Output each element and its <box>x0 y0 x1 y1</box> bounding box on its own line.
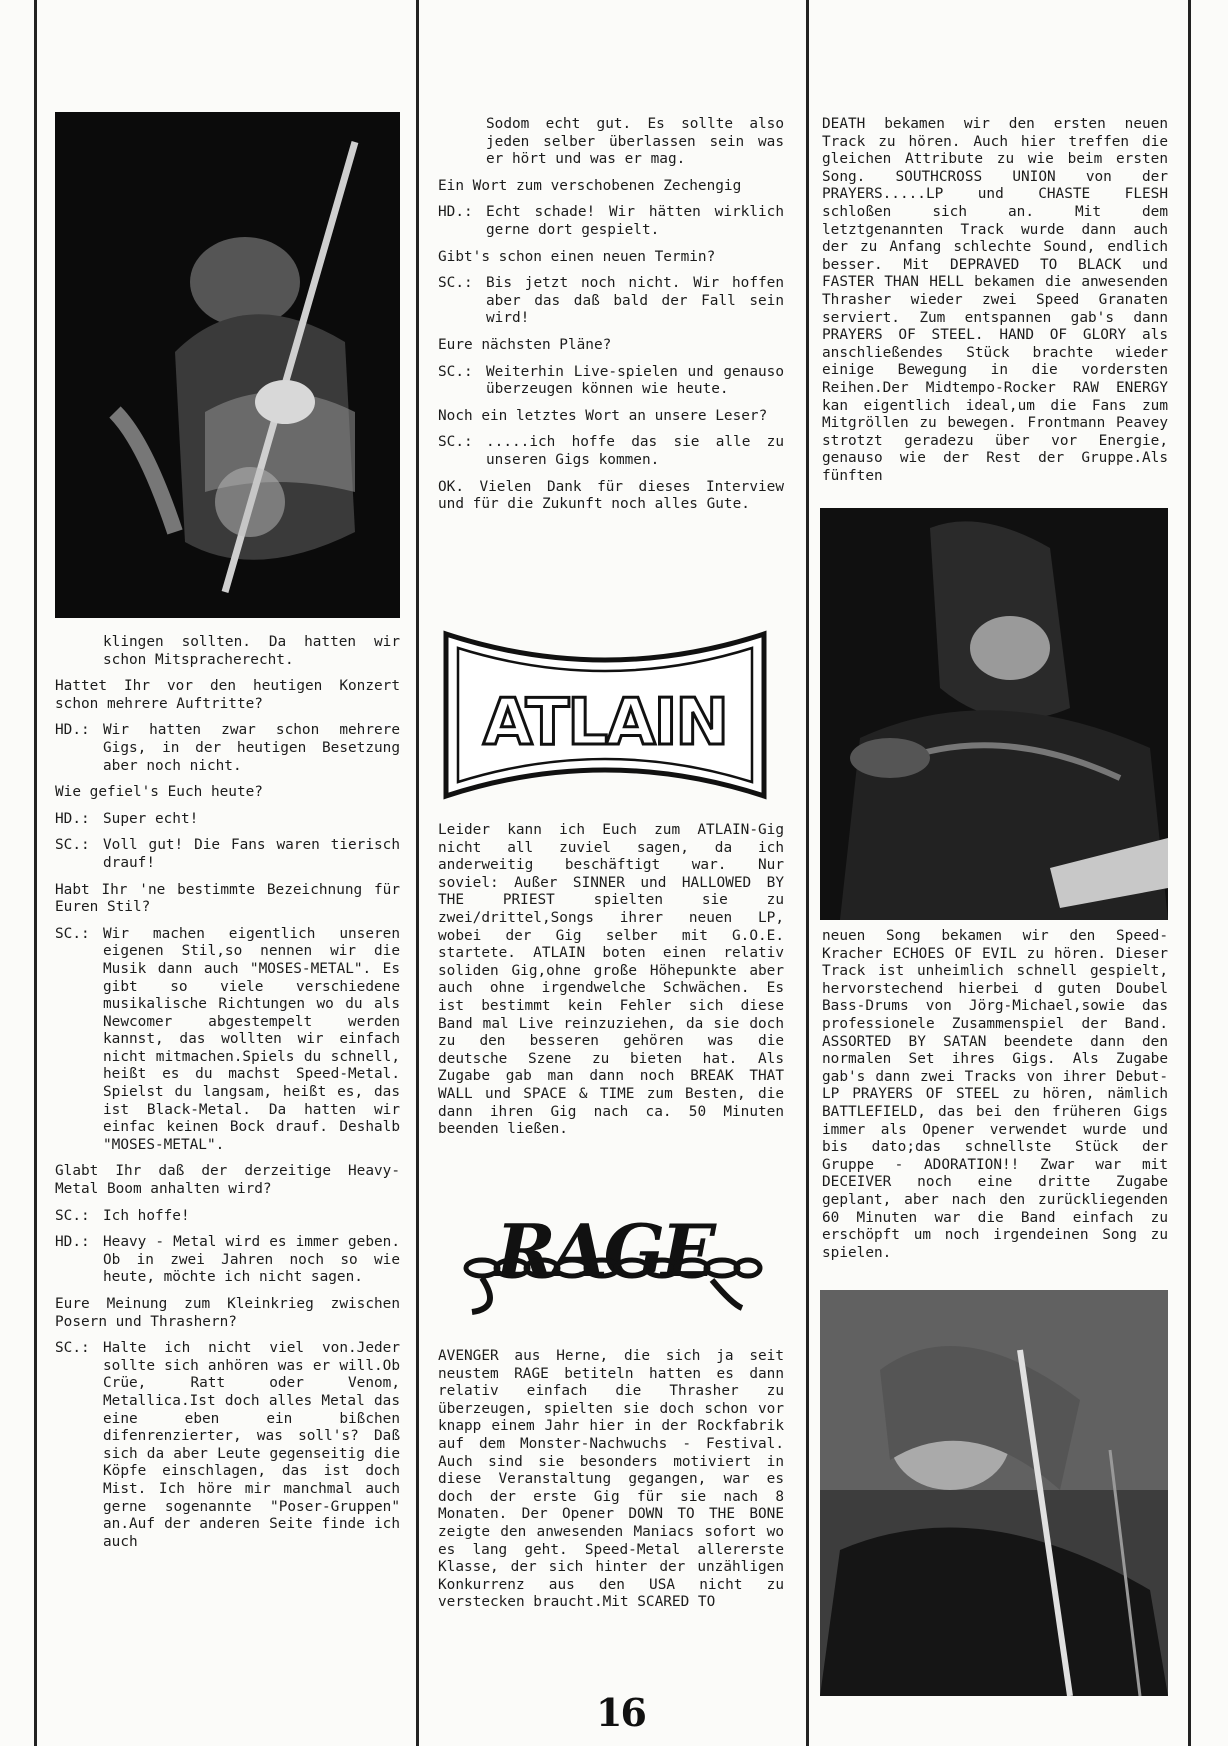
answer <box>438 204 784 239</box>
speaker-label: SC.: <box>438 363 473 380</box>
svg-text:RAGE: RAGE <box>495 1208 713 1293</box>
answer-text: Super echt! <box>103 810 199 827</box>
question: Wie gefiel's Euch heute? <box>55 784 263 801</box>
column-rule-right <box>1188 0 1191 1746</box>
answer-text: .....ich hoffe das sie alle zu unseren Gigs kommen. <box>486 434 784 468</box>
speaker-label: HD.: <box>55 810 90 827</box>
speaker-label: HD.: <box>55 1234 90 1251</box>
answer <box>55 837 400 872</box>
answer <box>55 1234 400 1287</box>
paragraph: Sodom echt gut. Es sollte also jeden selber überlassen sein was er hört und was er mag. <box>486 116 784 168</box>
question: Eure Meinung zum Kleinkrieg zwischen Posern und Thrashern? <box>55 1296 400 1330</box>
singer-microphone-photo <box>820 1290 1168 1696</box>
answer-text: Halte ich nicht viel von.Jeder sollte sich anhören was er will.Ob Crüe, Ratt oder Venom, Metallica.Ist doch alles Metal das eine eben ein bißchen difenrenzierter, was soll's? Daß sich da aber Leute gegenseitig die Köpfe einschlagen, das ist doch Mist. Ich höre mir manchmal auch gerne sogenannte "Poser-Gruppen" an.Auf der anderen Seite finde ich auch <box>103 1340 400 1550</box>
headbanging-musician-photo <box>820 508 1168 920</box>
answer-text: Heavy - Metal wird es immer geben. Ob in zwei Jahren noch so wie heute, möchte ich nicht sagen. <box>103 1234 400 1286</box>
question: Glabt Ihr daß der derzeitige Heavy-Metal Boom anhalten wird? <box>55 1163 400 1198</box>
speaker-label: SC.: <box>438 275 473 292</box>
answer-text: Echt schade! Wir hätten wirklich gerne dort gespielt. <box>486 204 784 238</box>
speaker-label: SC.: <box>438 434 473 451</box>
paragraph: neuen Song bekamen wir den Speed-Kracher ECHOES OF EVIL zu hören. Dieser Track ist unheimlich schnell gespielt, hervorstechend hierbei d guten Doubel Bass-Drums von Jörg-Michael,sowie das professionele Zusammenspiel der Band. ASSORTED BY SATAN beendete dann den normalen Set ihres Gigs. Als Zugabe gab's dann zwei Tracks von ihrer Debut-LP PRAYERS OF STEEL zu hören, nämlich BATTLEFIELD, das bei den früheren Gigs immer als Opener verwendet wurde und bis dato;das schnellste Stück der Gruppe - ADORATION!! Zwar war mit DECEIVER noch eine dritte Zugabe geplant, aber nach den zurückliegenden 60 Minuten war die Band einfach zu erschöpft um noch irgendeinen Song zu spielen. <box>822 928 1168 1261</box>
answer <box>438 434 784 469</box>
speaker-label: HD.: <box>438 204 473 221</box>
answer <box>55 926 400 1155</box>
answer <box>438 364 784 399</box>
column-1-text <box>55 634 400 1560</box>
question: Hattet Ihr vor den heutigen Konzert schon mehrere Auftritte? <box>55 678 400 712</box>
answer-text: Voll gut! Die Fans waren tierisch drauf! <box>103 837 400 871</box>
speaker-label: HD.: <box>55 722 90 739</box>
question: Eure nächsten Pläne? <box>438 336 612 353</box>
answer <box>438 275 784 328</box>
question: Noch ein letztes Wort an unsere Leser? <box>438 407 768 424</box>
speaker-label: SC.: <box>55 837 90 854</box>
column-rule-left <box>34 0 37 1746</box>
paragraph: OK. Vielen Dank für dieses Interview und für die Zukunft noch alles Gute. <box>438 478 784 513</box>
rage-review-paragraph: AVENGER aus Herne, die sich ja seit neustem RAGE betiteln hatten es dann relativ einfach die Thrasher zu überzeugen, spielten sie doch schon vor knapp einem Jahr hier in der Rockfabrik auf dem Monster-Nachwuchs - Festival. Auch sind sie besonders motiviert in diese Veranstaltung gegangen, war es doch der erste Gig für sie nach 8 Monaten. Der Opener DOWN TO THE BONE zeigte den anwesenden Maniacs sofort wo es lang geht. Speed-Metal allererste Klasse, der sich hinter der unzähligen Konkurrenz aus den USA nicht zu verstecken braucht.Mit SCARED TO <box>438 1348 784 1611</box>
paragraph: DEATH bekamen wir den ersten neuen Track zu hören. Auch hier treffen die gleichen Attribute zu wie beim ersten Song. SOUTHCROSS UNION von der PRAYERS.....LP und CHASTE FLESH schloßen sich an. Mit dem letztgenannten Track wurde dann auch der zu Anfang schlechte Sound, endlich besser. Mit DEPRAVED TO BLACK und FASTER THAN HELL bekamen die anwesenden Thrasher wieder zwei Speed Granaten serviert. Zum entspannen gab's dann PRAYERS OF STEEL. HAND OF GLORY als anschließendes Stück brachte wieder einige Bewegung in die vordersten Reihen.Der Midtempo-Rocker RAW ENERGY kan eigentlich ideal,um die Fans zum Mitgröllen zu bewegen. Frontmann Peavey strotzt geradezu über vor Energie, genauso wie der Rest der Gruppe.Als fünften <box>822 116 1168 484</box>
question: Ein Wort zum verschobenen Zechengig <box>438 177 742 194</box>
answer-text: Bis jetzt noch nicht. Wir hoffen aber das daß bald der Fall sein wird! <box>486 275 784 327</box>
column-2-rage-review <box>438 1348 784 1621</box>
answer-text: Ich hoffe! <box>103 1207 190 1224</box>
column-2-text-top <box>438 116 784 523</box>
page-number: 16 <box>596 1690 645 1735</box>
atlain-logo <box>436 626 774 804</box>
intro-paragraph: klingen sollten. Da hatten wir schon Mitspracherecht. <box>103 634 400 668</box>
svg-text:ATLAIN: ATLAIN <box>483 686 727 760</box>
question: Habt Ihr 'ne bestimmte Bezeichnung für Euren Stil? <box>55 881 400 916</box>
guitarist-photo <box>55 112 400 618</box>
speaker-label: SC.: <box>55 925 90 942</box>
column-rule-center-left <box>416 0 419 1746</box>
answer <box>55 811 400 829</box>
answer <box>55 1340 400 1551</box>
atlain-review-paragraph: Leider kann ich Euch zum ATLAIN-Gig nicht all zuviel sagen, da ich anderweitig beschäftigt war. Nur soviel: Außer SINNER und HALLOWED BY THE PRIEST spielten sie zu zwei/drittel,Songs ihrer neuen LP, wobei der Gig selber mit G.O.E. startete. ATLAIN boten einen relativ soliden Gig,ohne große Höhepunkte aber auch ohne irgendwelche Schwächen. Es ist bestimmt kein Fehler sich diese Band mal Live reinzuziehen, da sie doch zu den besseren gehören was die deutsche Szene zu bieten hat. Als Zugabe gab man dann noch BREAK THAT WALL und SPACE & TIME zum Besten, die dann ihren Gig nach ca. 50 Minuten beenden ließen. <box>438 822 784 1138</box>
speaker-label: SC.: <box>55 1207 90 1224</box>
answer <box>55 722 400 775</box>
answer-text: Wir machen eigentlich unseren eigenen Stil,so nennen wir die Musik dann auch "MOSES-METAL". Es gibt so viele verschiedene musikalische Richtungen wo du als Newcomer abgestempelt werden kannst, das wollten wir einfach nicht mitmachen.Spiels du schnell, heißt es du machst Speed-Metal. Spielst du langsam, heißt es, das ist Black-Metal. Da hatten wir einfac keinen Bock drauf. Deshalb "MOSES-METAL". <box>103 925 400 1153</box>
answer-text: Wir hatten zwar schon mehrere Gigs, in der heutigen Besetzung aber noch nicht. <box>103 722 400 774</box>
answer-text: Weiterhin Live-spielen und genauso überzeugen können wie heute. <box>486 363 784 398</box>
column-3-text-mid <box>822 928 1168 1271</box>
rage-logo <box>442 1208 766 1316</box>
column-2-atlain-review <box>438 822 784 1148</box>
column-rule-center-right <box>806 0 809 1746</box>
answer <box>55 1208 400 1226</box>
speaker-label: SC.: <box>55 1340 90 1357</box>
question: Gibt's schon einen neuen Termin? <box>438 248 716 265</box>
column-3-text-top <box>822 116 1168 494</box>
